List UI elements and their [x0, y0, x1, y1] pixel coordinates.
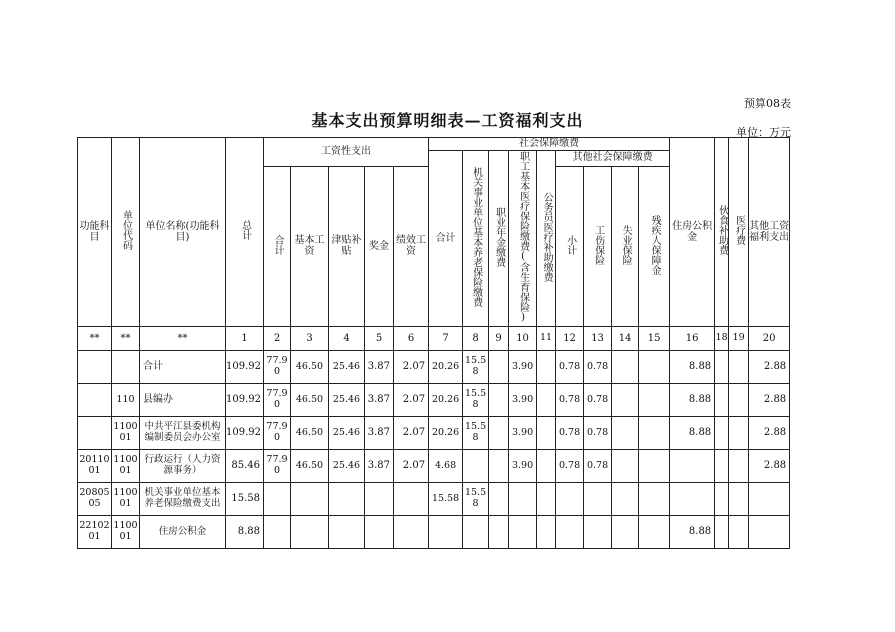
value-cell: [463, 450, 489, 483]
value-cell: 77.90: [264, 351, 291, 384]
value-cell: 25.46: [329, 384, 365, 417]
index-cell: 1: [226, 327, 264, 351]
value-cell: [715, 483, 729, 516]
value-cell: 25.46: [329, 351, 365, 384]
header-social-group: 社会保障缴费: [429, 138, 670, 151]
value-cell: 8.88: [670, 516, 715, 549]
index-cell: **: [78, 327, 112, 351]
index-cell: 4: [329, 327, 365, 351]
table-row: [78, 483, 790, 516]
value-cell: [365, 483, 394, 516]
value-cell: [537, 516, 556, 549]
value-cell: 77.90: [264, 417, 291, 450]
func-subject-cell: [78, 417, 112, 450]
unit-code-cell: 110001: [112, 516, 140, 549]
header-other-group: 其他社会保障缴费: [556, 150, 670, 166]
value-cell: [291, 516, 329, 549]
value-cell: [612, 450, 639, 483]
value-cell: 15.58: [226, 483, 264, 516]
header-subtotal: 小计: [556, 166, 584, 326]
value-cell: [639, 351, 670, 384]
value-cell: [329, 516, 365, 549]
header-row-1: [78, 138, 790, 151]
header-perf-wage: 绩效工资: [394, 166, 429, 326]
value-cell: 77.90: [264, 450, 291, 483]
value-cell: [365, 516, 394, 549]
value-cell: [463, 516, 489, 549]
value-cell: [715, 450, 729, 483]
value-cell: 3.87: [365, 450, 394, 483]
index-cell: 11: [537, 327, 556, 351]
value-cell: [489, 516, 509, 549]
value-cell: [670, 483, 715, 516]
func-subject-cell: 2011001: [78, 450, 112, 483]
index-cell: 8: [463, 327, 489, 351]
index-cell: 9: [489, 327, 509, 351]
value-cell: [489, 417, 509, 450]
header-pension: 机关事业单位基本养老保险缴费: [463, 150, 489, 327]
unit-name-cell: 住房公积金: [140, 516, 226, 549]
value-cell: 0.78: [556, 384, 584, 417]
index-cell: 13: [584, 327, 612, 351]
value-cell: [291, 483, 329, 516]
value-cell: [584, 516, 612, 549]
form-number: 预算08表: [744, 97, 791, 110]
value-cell: 4.68: [429, 450, 463, 483]
value-cell: [749, 516, 790, 549]
value-cell: 25.46: [329, 450, 365, 483]
value-cell: 8.88: [670, 417, 715, 450]
value-cell: [670, 450, 715, 483]
header-unit-code: 单位代码: [112, 138, 140, 327]
header-medical: 职工基本医疗保险缴费(含生育保险): [509, 150, 537, 327]
index-cell: 7: [429, 327, 463, 351]
value-cell: 3.90: [509, 450, 537, 483]
unit-code-cell: 110001: [112, 450, 140, 483]
value-cell: [556, 516, 584, 549]
header-wage-group: 工资性支出: [264, 138, 429, 167]
value-cell: [489, 351, 509, 384]
value-cell: 2.88: [749, 384, 790, 417]
header-meal: 伙食补助费: [715, 138, 729, 327]
value-cell: [729, 384, 749, 417]
header-injury: 工伤保险: [584, 166, 612, 326]
table-row: [78, 450, 790, 483]
page-title: 基本支出预算明细表—工资福利支出: [311, 111, 584, 130]
value-cell: 20.26: [429, 417, 463, 450]
header-func-subject: 功能科目: [78, 138, 112, 327]
value-cell: [394, 483, 429, 516]
header-disabled: 残疾人保障金: [639, 166, 670, 326]
value-cell: [556, 483, 584, 516]
value-cell: 20.26: [429, 351, 463, 384]
value-cell: 109.92: [226, 417, 264, 450]
value-cell: [639, 384, 670, 417]
value-cell: [537, 351, 556, 384]
value-cell: [537, 384, 556, 417]
value-cell: 3.90: [509, 384, 537, 417]
value-cell: [715, 384, 729, 417]
value-cell: 2.07: [394, 384, 429, 417]
value-cell: 8.88: [226, 516, 264, 549]
value-cell: 0.78: [584, 417, 612, 450]
value-cell: 15.58: [429, 483, 463, 516]
header-social-sum: 合计: [429, 150, 463, 327]
unit-name-cell: 机关事业单位基本养老保险缴费支出: [140, 483, 226, 516]
func-subject-cell: 2080505: [78, 483, 112, 516]
index-row: [78, 327, 790, 351]
value-cell: 46.50: [291, 417, 329, 450]
value-cell: [729, 516, 749, 549]
header-housing: 住房公积金: [670, 138, 715, 327]
unit-code-cell: 110001: [112, 483, 140, 516]
index-cell: 10: [509, 327, 537, 351]
value-cell: 3.90: [509, 417, 537, 450]
index-cell: 14: [612, 327, 639, 351]
value-cell: 15.58: [463, 351, 489, 384]
value-cell: [612, 351, 639, 384]
value-cell: 0.78: [556, 450, 584, 483]
value-cell: [729, 483, 749, 516]
table-row: [78, 351, 790, 384]
value-cell: 15.58: [463, 417, 489, 450]
table-row: [78, 417, 790, 450]
table-row: [78, 516, 790, 549]
value-cell: 2.88: [749, 450, 790, 483]
table-body: [78, 351, 790, 549]
value-cell: 3.87: [365, 351, 394, 384]
unit-name-cell: 行政运行（人力资源事务）: [140, 450, 226, 483]
value-cell: [489, 384, 509, 417]
value-cell: [584, 483, 612, 516]
value-cell: [715, 417, 729, 450]
unit-name-cell: 中共平江县委机构编制委员会办公室: [140, 417, 226, 450]
value-cell: 8.88: [670, 384, 715, 417]
value-cell: 0.78: [584, 384, 612, 417]
value-cell: 3.87: [365, 417, 394, 450]
index-cell: 6: [394, 327, 429, 351]
value-cell: [509, 516, 537, 549]
index-cell: 3: [291, 327, 329, 351]
header-allowance: 津贴补贴: [329, 166, 365, 326]
value-cell: 15.58: [463, 483, 489, 516]
value-cell: [729, 351, 749, 384]
value-cell: [639, 516, 670, 549]
index-cell: 12: [556, 327, 584, 351]
value-cell: 46.50: [291, 384, 329, 417]
value-cell: 2.07: [394, 351, 429, 384]
header-unemployment: 失业保险: [612, 166, 639, 326]
value-cell: 3.90: [509, 351, 537, 384]
value-cell: [639, 417, 670, 450]
value-cell: [639, 450, 670, 483]
value-cell: [612, 516, 639, 549]
value-cell: 0.78: [584, 450, 612, 483]
value-cell: [329, 483, 365, 516]
value-cell: [537, 483, 556, 516]
value-cell: 20.26: [429, 384, 463, 417]
value-cell: [639, 483, 670, 516]
value-cell: 2.07: [394, 450, 429, 483]
value-cell: 77.90: [264, 384, 291, 417]
unit-code-cell: 110: [112, 384, 140, 417]
value-cell: 2.88: [749, 351, 790, 384]
value-cell: [489, 450, 509, 483]
unit-name-cell: 县编办: [140, 384, 226, 417]
value-cell: [729, 450, 749, 483]
value-cell: 0.78: [556, 351, 584, 384]
value-cell: 46.50: [291, 351, 329, 384]
value-cell: [489, 483, 509, 516]
value-cell: 46.50: [291, 450, 329, 483]
header-med-fee: 医疗费: [729, 138, 749, 327]
value-cell: [749, 483, 790, 516]
index-cell: 20: [749, 327, 790, 351]
value-cell: 15.58: [463, 384, 489, 417]
budget-table: [77, 137, 790, 549]
header-other-welfare: 其他工资福利支出: [749, 138, 790, 327]
value-cell: [429, 516, 463, 549]
value-cell: [394, 516, 429, 549]
table-row: [78, 384, 790, 417]
value-cell: [537, 450, 556, 483]
index-cell: **: [140, 327, 226, 351]
unit-name-cell: 合计: [140, 351, 226, 384]
func-subject-cell: [78, 351, 112, 384]
index-cell: 16: [670, 327, 715, 351]
index-cell: 15: [639, 327, 670, 351]
value-cell: [715, 516, 729, 549]
value-cell: [509, 483, 537, 516]
value-cell: 0.78: [584, 351, 612, 384]
unit-label: 单位：万元: [736, 126, 791, 139]
value-cell: [729, 417, 749, 450]
func-subject-cell: 2210201: [78, 516, 112, 549]
value-cell: [612, 384, 639, 417]
index-cell: 2: [264, 327, 291, 351]
value-cell: [264, 516, 291, 549]
value-cell: 109.92: [226, 384, 264, 417]
value-cell: 8.88: [670, 351, 715, 384]
value-cell: [264, 483, 291, 516]
header-annuity: 职业年金缴费: [489, 150, 509, 327]
header-wage-sum: 合计: [264, 166, 291, 326]
value-cell: 85.46: [226, 450, 264, 483]
unit-code-cell: [112, 351, 140, 384]
header-bonus: 奖金: [365, 166, 394, 326]
index-cell: **: [112, 327, 140, 351]
value-cell: 2.88: [749, 417, 790, 450]
value-cell: 109.92: [226, 351, 264, 384]
value-cell: [537, 417, 556, 450]
index-cell: 5: [365, 327, 394, 351]
index-cell: 19: [729, 327, 749, 351]
unit-code-cell: 110001: [112, 417, 140, 450]
value-cell: [612, 417, 639, 450]
value-cell: 3.87: [365, 384, 394, 417]
value-cell: 2.07: [394, 417, 429, 450]
header-unit-name: 单位名称(功能科目): [140, 138, 226, 327]
value-cell: [612, 483, 639, 516]
value-cell: 0.78: [556, 417, 584, 450]
header-total: 总计: [226, 138, 264, 327]
value-cell: 25.46: [329, 417, 365, 450]
header-civil-medical: 公务员医疗补助缴费: [537, 150, 556, 327]
func-subject-cell: [78, 384, 112, 417]
index-cell: 18: [715, 327, 729, 351]
header-basic-wage: 基本工资: [291, 166, 329, 326]
value-cell: [715, 351, 729, 384]
